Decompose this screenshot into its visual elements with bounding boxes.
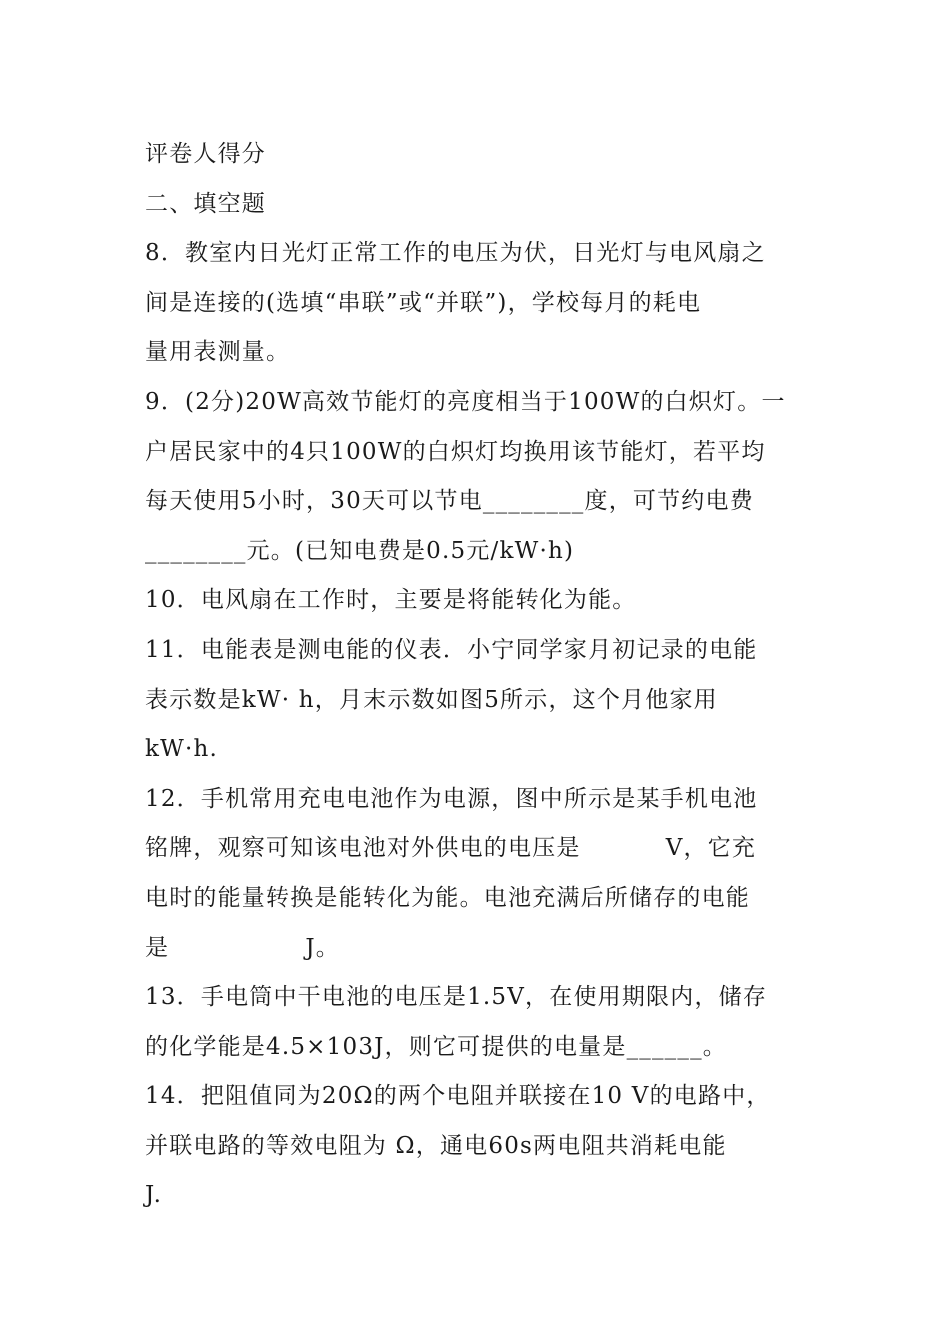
- question-12-line-4: 是 J。: [145, 934, 340, 961]
- question-11-line-2: 表示数是kW· h，月末示数如图5所示，这个月他家用: [145, 686, 718, 713]
- question-14-line-3: J.: [145, 1182, 163, 1209]
- question-13-line-1: 13．手电筒中干电池的电压是1.5V，在使用期限内，储存: [145, 984, 768, 1011]
- question-9-line-4: ________元。(已知电费是0.5元/kW·h): [145, 537, 575, 564]
- section-title-fill-blank: 二、填空题: [145, 190, 266, 217]
- section-header-grader: 评卷人得分: [145, 141, 266, 167]
- question-12-line-1: 12．手机常用充电电池作为电源，图中所示是某手机电池: [145, 785, 758, 812]
- document-body: [145, 130, 815, 1221]
- question-13-line-2: 的化学能是4.5×103J，则它可提供的电量是______。: [145, 1033, 727, 1060]
- question-14-line-1: 14．把阻值同为20Ω的两个电阻并联接在10 V的电路中，: [145, 1083, 771, 1110]
- question-9-line-1: 9．(2分)20W高效节能灯的亮度相当于100W的白炽灯。一: [145, 388, 786, 415]
- question-9-line-3: 每天使用5小时，30天可以节电________度，可节约电费: [145, 488, 754, 515]
- question-14-line-2: 并联电路的等效电阻为 Ω，通电60s两电阻共消耗电能: [145, 1132, 727, 1159]
- question-8-line-1: 8．教室内日光灯正常工作的电压为伏，日光灯与电风扇之: [145, 240, 766, 267]
- question-12-line-3: 电时的能量转换是能转化为能。电池充满后所储存的电能: [145, 884, 750, 911]
- question-11-line-3: kW·h.: [145, 736, 219, 763]
- question-10-line-1: 10．电风扇在工作时，主要是将能转化为能。: [145, 587, 637, 614]
- question-9-line-2: 户居民家中的4只100W的白炽灯均换用该节能灯，若平均: [145, 438, 766, 465]
- question-12-line-2: 铭牌，观察可知该电池对外供电的电压是 V，它充: [145, 835, 757, 862]
- question-11-line-1: 11．电能表是测电能的仪表．小宁同学家月初记录的电能: [145, 636, 758, 663]
- question-8-line-2: 间是连接的(选填“串联”或“并联”)，学校每月的耗电: [145, 289, 702, 316]
- question-8-line-3: 量用表测量。: [145, 339, 291, 366]
